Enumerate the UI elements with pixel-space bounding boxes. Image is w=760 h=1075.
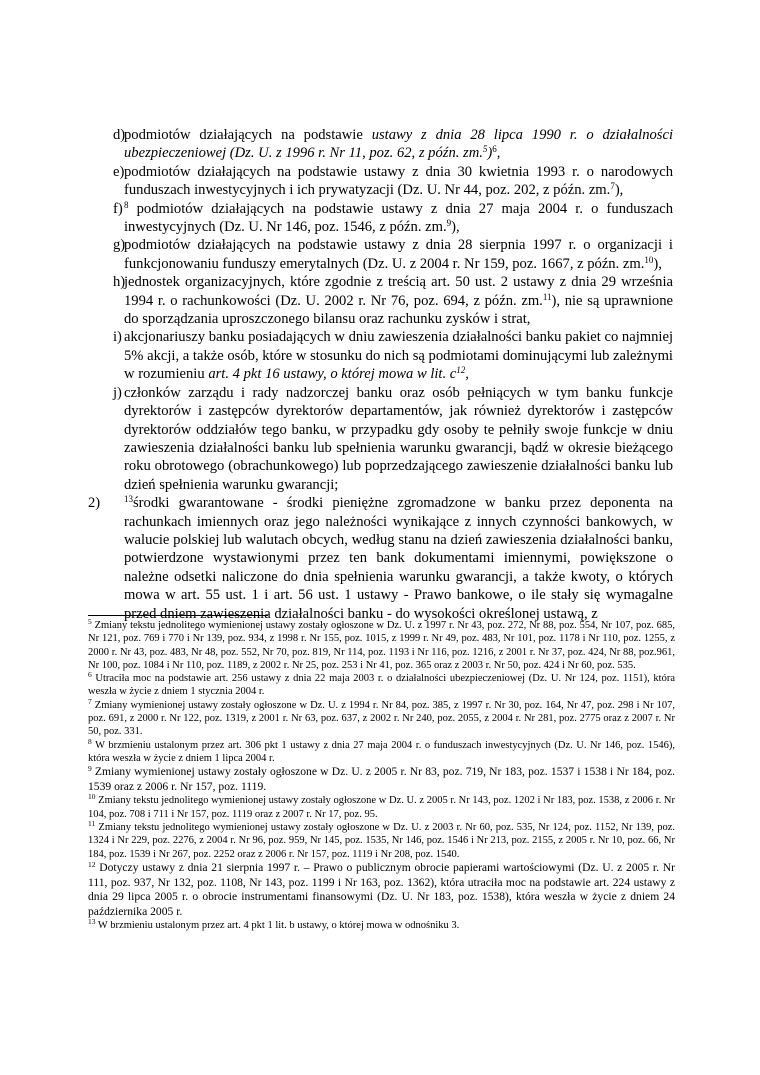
footnote-ref: 12 xyxy=(456,365,466,376)
footnote-number: 10 xyxy=(88,792,96,802)
list-item-label: d) xyxy=(113,127,126,143)
list-item xyxy=(88,273,673,328)
text-segment: środki gwarantowane - środki pieniężne zgromadzone w banku przez deponenta na rachunkach imiennych oraz jego należności wynikające z innych czynności bankowych, w walucie polskiej lub walutach obcych, według stanu na dzień zawieszenia działalności banku, potwierdzone wystawionymi przez ten bank dokumentami imiennymi, powiększone o należne odsetki naliczone do dnia spełnienia warunku gwarancji, a także kwoty, o których mowa w art. 55 ust. 1 i art. 56 ust. 1 ustawy - Prawo bankowe, o ile stały się wymagalne przed dniem zawieszenia działalności banku - do wysokości określonej ustawą, z xyxy=(124,495,673,622)
footnote-text: Zmiany tekstu jednolitego wymienionej ustawy zostały ogłoszone w Dz. U. z 2003 r. Nr 60, poz. 535, Nr 124, poz. 1152, Nr 139, poz. 1324 i Nr 229, poz. 2276, z 2004 r. Nr 96, poz. 959, Nr 145, poz. 1535, Nr 146, poz. 1546 i Nr 213, poz. 2155, z 2005 r. Nr 10, poz. 66, Nr 184, poz. 1539 i Nr 267, poz. 2252 oraz z 2006 r. Nr 157, poz. 1119 i Nr 208, poz. 1540. xyxy=(88,822,675,860)
list-item-label: j) xyxy=(113,384,122,401)
footnote-number: 13 xyxy=(88,917,96,927)
list-item xyxy=(88,236,673,273)
footnote-text: Zmiany wymienionej ustawy zostały ogłoszone w Dz. U. z 2005 r. Nr 83, poz. 719, Nr 183, poz. 1537 i 1538 i Nr 184, poz. 1539 oraz z 2006 r. Nr 157, poz. 1119. xyxy=(88,765,675,793)
text-segment: ), nie są uprawnione do sporządzania uproszczonego bilansu oraz rachunku zysków i strat, xyxy=(124,292,673,328)
footnote-text: Dotyczy ustawy z dnia 21 sierpnia 1997 r. – Prawo o publicznym obrocie papierami wartościowymi (Dz. U. z 2005 r. Nr 111, poz. 937, Nr 132, poz. 1108, Nr 143, poz. 1199 i Nr 163, poz. 1362), która utraciła moc na podstawie art. 224 ustawy z dnia 29 lipca 2005 r. o obrocie instrumentami finansowymi (Dz. U. Nr 183, poz. 1538), która weszła w życie z dniem 24 października 2005 r. xyxy=(88,860,675,918)
footnote xyxy=(88,794,675,821)
list-item-label: i) xyxy=(113,329,122,346)
footnote-text: Zmiany tekstu jednolitego wymienionej ustawy zostały ogłoszone w Dz. U. z 2005 r. Nr 143, poz. 1202 i Nr 183, poz. 1538, z 2006 r. Nr 104, poz. 708 i 711 i Nr 157, poz. 1119 oraz z 2007 r. Nr 17, poz. 95. xyxy=(88,795,675,820)
text-segment: , xyxy=(465,366,469,383)
list-item xyxy=(88,200,673,237)
footnote-number: 6 xyxy=(88,670,92,680)
text-segment: , xyxy=(496,145,501,162)
list-item xyxy=(88,384,673,494)
footnote-number: 12 xyxy=(88,859,96,869)
footnote-text: W brzmieniu ustalonym przez art. 4 pkt 1 lit. b ustawy, o której mowa w odnośniku 3. xyxy=(95,920,460,932)
text-segment: art. 4 pkt 16 ustawy, o której mowa w lit. c xyxy=(208,366,457,383)
footnote-number: 7 xyxy=(88,696,92,706)
text-segment: ), xyxy=(614,182,624,199)
footnote xyxy=(88,619,675,672)
text-segment: ), xyxy=(451,219,460,236)
footnote xyxy=(88,736,675,766)
list-item-label: h) xyxy=(113,274,126,291)
text-segment: podmiotów działających na podstawie ustawy z dnia 28 sierpnia 1997 r. o organizacji i funkcjonowaniu funduszy emerytalnych (Dz. U. z 2004 r. Nr 159, poz. 1667, z późn. zm. xyxy=(124,237,673,272)
footnote-ref: 11 xyxy=(542,291,552,302)
footnote-number: 9 xyxy=(88,764,92,774)
text-segment: podmiotów działających na podstawie ustawy z dnia 30 kwietnia 1993 r. o narodowych funduszach inwestycyjnych i ich prywatyzacji (Dz. U. Nr 44, poz. 202, z późn. zm. xyxy=(124,163,673,199)
footnote-number: 5 xyxy=(88,617,92,626)
list-item xyxy=(88,328,673,383)
text-segment: akcjonariuszy banku posiadających w dniu zawieszenia działalności banku pakiet co najmniej 5% akcji, a także osób, które w stosunku do nich są podmiotami dominującymi lub zależnymi w rozumieniu xyxy=(124,329,673,383)
text-segment: ), xyxy=(653,255,662,272)
text-segment: ustawy z dnia 28 lipca 1990 r. o działalności ubezpieczeniowej (Dz. U. z 1996 r. Nr 11, poz. 62, z późn. zm. xyxy=(124,127,674,162)
footnote-ref: 6 xyxy=(492,144,497,155)
footnote-text: W brzmieniu ustalonym przez art. 306 pkt 1 ustawy z dnia 27 maja 2004 r. o funduszach inwestycyjnych (Dz. U. Nr 146, poz. 1546), która weszła w życie z dniem 1 lipca 2004 r. xyxy=(88,739,675,764)
footnote xyxy=(88,696,675,739)
text-segment: podmiotów działających na podstawie ustawy z dnia 27 maja 2004 r. o funduszach inwestycyjnych (Dz. U. Nr 146, poz. 1546, z późn. zm. xyxy=(124,200,673,236)
footnote-text: Zmiany wymienionej ustawy zostały ogłoszone w Dz. U. z 1994 r. Nr 84, poz. 385, z 1997 r. Nr 30, poz. 164, Nr 47, poz. 298 i Nr 107, poz. 691, z 2000 r. Nr 122, poz. 1319, z 2001 r. Nr 63, poz. 637, z 2002 r. Nr 240, poz. 2055, z 2004 r. Nr 281, poz. 2775 oraz z 2007 r. Nr 50, poz. 331. xyxy=(88,699,675,738)
list-item xyxy=(88,126,673,163)
footnote-number: 11 xyxy=(88,819,96,829)
footnote-number: 8 xyxy=(88,736,92,746)
footnote-ref: 13 xyxy=(124,494,133,505)
footnote xyxy=(88,765,675,794)
footnote-ref: 5 xyxy=(482,144,488,155)
footnote-ref: 8 xyxy=(124,199,129,210)
footnote xyxy=(88,861,675,919)
list-item-label: 2) xyxy=(88,495,101,512)
text-segment: ) xyxy=(487,145,493,162)
footnote-ref: 9 xyxy=(446,218,452,229)
list-item xyxy=(88,163,673,200)
list-item-label: f) xyxy=(113,200,123,217)
footnote-text: Zmiany tekstu jednolitego wymienionej ustawy zostały ogłoszone w Dz. U. z 1997 r. Nr 43, poz. 272, Nr 88, poz. 554, Nr 107, poz. 685, Nr 121, poz. 769 i 770 i Nr 139, poz. 934, z 1998 r. Nr 155, poz. 1015, z 1999 r. Nr 49, poz. 483, Nr 101, poz. 1178 i Nr 110, poz. 1255, z 2000 r. Nr 43, poz. 483, Nr 48, poz. 552, Nr 70, poz. 819, Nr 114, poz. 1193 i Nr 116, poz. 1216, z 2001 r. Nr 37, poz. 424, Nr 88, poz.961, Nr 100, poz. 1084 i Nr 110, poz. 1189, z 2002 r. Nr 25, poz. 253 i Nr 41, poz. 365 oraz z 2003 r. Nr 50, poz. 424 i Nr 60, poz. 535. xyxy=(88,620,675,671)
list-item-label: g) xyxy=(113,237,126,254)
footnotes xyxy=(88,619,675,933)
footnote-ref: 7 xyxy=(610,181,615,192)
list-item-label: e) xyxy=(113,163,125,180)
footnote-text: Utraciła moc na podstawie art. 256 ustawy z dnia 22 maja 2003 r. o działalności ubezpieczeniowej (Dz. U. Nr 124, poz. 1151), która weszła w życie z dniem 1 stycznia 2004 r. xyxy=(88,673,675,698)
footnote-ref: 10 xyxy=(644,254,654,265)
footnote xyxy=(88,672,675,699)
footnote xyxy=(88,919,675,932)
text-segment: jednostek organizacyjnych, które zgodnie z treścią art. 50 ust. 2 ustawy z dnia 29 września 1994 r. o rachunkowości (Dz. U. 2002 r. Nr 76, poz. 694, z późn. zm. xyxy=(124,274,673,309)
text-segment: członków zarządu i rady nadzorczej banku oraz osób pełniących w tym banku funkcje dyrektorów i zastępców dyrektorów departamentów, jak również dyrektorów i zastępców dyrektorów oddziałów tego banku, w przypadku gdy osoby te pełniły swoje funkcje w dniu zawieszenia działalności banku lub spełnienia warunku gwarancji, bądź w okresie bieżącego roku obrotowego (obrachunkowego) lub poprzedzającego zawieszenie działalności banku lub dzień spełnienia warunku gwarancji; xyxy=(124,384,673,493)
footnote-separator xyxy=(88,615,268,616)
list-item xyxy=(88,494,673,623)
text-segment: podmiotów działających na podstawie xyxy=(124,127,372,143)
footnote xyxy=(88,821,675,861)
main-text xyxy=(88,126,673,623)
